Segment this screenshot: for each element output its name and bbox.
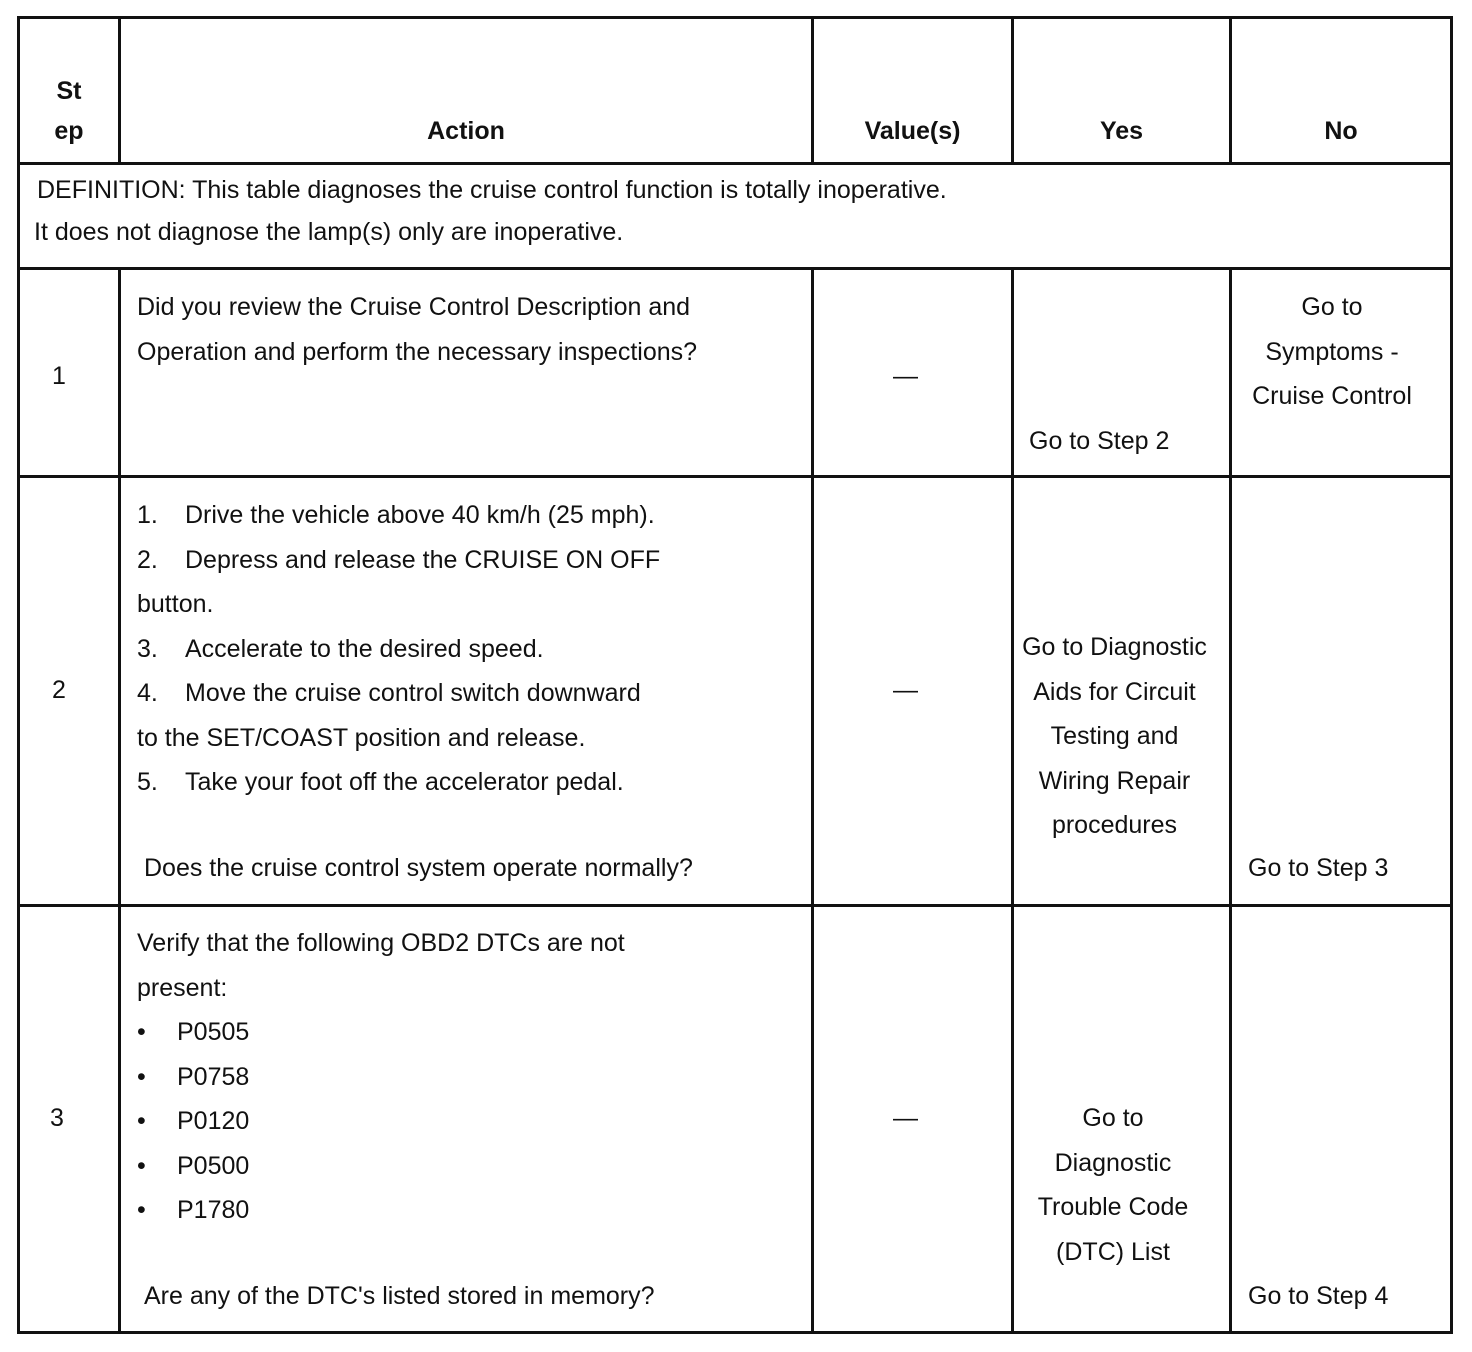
action-text: Did you review the Cruise Control Description and Operation and perform the necessary inspections? (137, 293, 698, 366)
header-values: Value(s) (864, 117, 961, 145)
list-number: 1. (137, 501, 158, 529)
rule-col1-body (118, 267, 121, 1333)
header-action: Action (427, 117, 505, 145)
list-item (137, 627, 797, 672)
header-no: No (1324, 117, 1358, 145)
action-steps (137, 493, 797, 805)
rule-top (17, 16, 1453, 19)
dtc-code: P0500 (177, 1151, 250, 1180)
rule-bottom (17, 1331, 1453, 1334)
list-item (137, 1010, 697, 1055)
header-step-line2: ep (54, 117, 84, 145)
bullet: • (137, 1107, 146, 1135)
value-dash: — (893, 676, 918, 704)
list-number: 2. (137, 545, 158, 574)
intro-text: Verify that the following OBD2 DTCs are not present: (137, 929, 625, 1002)
question-text: Does the cruise control system operate normally? (144, 854, 693, 882)
list-item (137, 671, 797, 716)
rule-left (17, 16, 20, 1334)
rule-col4-body (1229, 267, 1232, 1333)
yes-result: Go to Diagnostic Trouble Code (DTC) List (1037, 1104, 1189, 1266)
header-step (20, 71, 118, 151)
header-yes: Yes (1099, 117, 1144, 145)
dtc-code: P0120 (177, 1107, 250, 1135)
step-number: 1 (52, 362, 66, 390)
bullet: • (137, 1018, 146, 1046)
list-continuation: button. (137, 590, 214, 618)
definition (34, 169, 1434, 253)
list-text: Take your foot off the accelerator pedal. (185, 768, 624, 796)
list-continuation: to the SET/COAST position and release. (137, 723, 586, 752)
step-number: 3 (50, 1104, 64, 1132)
list-item (137, 1099, 697, 1144)
rule-col3-body (1011, 267, 1014, 1333)
dtc-code: P0758 (177, 1062, 250, 1091)
list-item (137, 493, 797, 538)
rule-header (17, 162, 1453, 165)
bullet: • (137, 1151, 146, 1180)
dtc-code: P1780 (177, 1196, 250, 1224)
list-text: Drive the vehicle above 40 km/h (25 mph). (185, 501, 655, 529)
list-item (137, 760, 797, 805)
no-result: Go to Step 3 (1248, 854, 1389, 882)
list-item (137, 1055, 697, 1100)
value-dash: — (893, 1104, 918, 1132)
no-result: Go to Symptoms - Cruise Control (1252, 293, 1412, 410)
bullet: • (137, 1196, 146, 1224)
rule-step2 (17, 904, 1453, 907)
definition-line2: It does not diagnose the lamp(s) only are inoperative. (34, 218, 624, 246)
value-dash: — (893, 362, 918, 390)
question-text: Are any of the DTC's listed stored in memory? (144, 1282, 655, 1310)
list-text: Accelerate to the desired speed. (185, 634, 544, 663)
yes-result: Go to Step 2 (1029, 427, 1170, 455)
list-item (137, 538, 797, 583)
yes-result: Go to Diagnostic Aids for Circuit Testing and Wiring Repair procedures (1022, 633, 1207, 839)
rule-col2-body (811, 267, 814, 1333)
list-text: Move the cruise control switch downward (185, 679, 641, 707)
rule-definition (17, 267, 1453, 270)
no-result: Go to Step 4 (1248, 1282, 1389, 1310)
list-number: 4. (137, 679, 158, 707)
action-text (137, 921, 697, 1233)
step-number: 2 (52, 676, 66, 704)
diagnostic-table (17, 16, 1453, 1334)
header-step-line1: St (56, 77, 82, 105)
dtc-code: P0505 (177, 1018, 250, 1046)
bullet: • (137, 1062, 146, 1091)
list-number: 5. (137, 768, 158, 796)
definition-line1: DEFINITION: This table diagnoses the cruise control function is totally inoperative. (37, 176, 947, 204)
rule-step1 (17, 475, 1453, 478)
list-item (137, 1188, 697, 1233)
list-text: Depress and release the CRUISE ON OFF (185, 545, 661, 574)
rule-right (1450, 16, 1453, 1334)
list-item (137, 1144, 697, 1189)
list-number: 3. (137, 634, 158, 663)
